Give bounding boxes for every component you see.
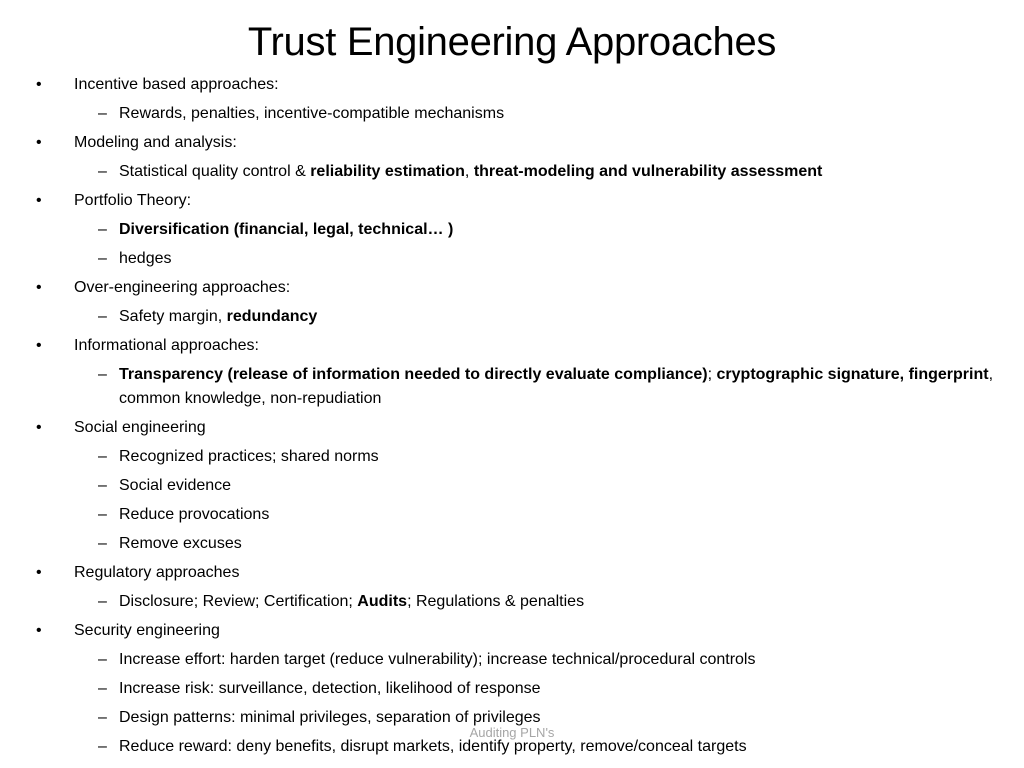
bullet-marker: • bbox=[36, 337, 42, 354]
bullet-text: Regulatory approaches bbox=[74, 564, 240, 581]
bold-text-run: threat-modeling and vulnerability assessment bbox=[473, 163, 823, 180]
dash-marker: – bbox=[98, 163, 107, 180]
bullet-marker: • bbox=[36, 76, 42, 93]
sub-bullet-text: Social evidence bbox=[119, 477, 232, 494]
sub-bullet-item bbox=[0, 247, 1024, 276]
dash-marker: – bbox=[98, 221, 107, 238]
bullet-marker: • bbox=[36, 622, 42, 639]
dash-marker: – bbox=[98, 477, 107, 494]
bullet-text: Incentive based approaches: bbox=[74, 76, 279, 93]
sub-bullet-item bbox=[0, 305, 1024, 334]
sub-bullet-text: hedges bbox=[119, 250, 172, 267]
sub-bullet-text bbox=[119, 590, 584, 614]
bullet-text: Social engineering bbox=[74, 419, 206, 436]
slide-body bbox=[0, 73, 1024, 764]
bullet-item bbox=[0, 276, 1024, 305]
bullet-text: Modeling and analysis: bbox=[74, 134, 237, 151]
bold-text-run: Transparency (release of information needed to directly evaluate compliance) bbox=[119, 366, 708, 383]
sub-bullet-text: Recognized practices; shared norms bbox=[119, 448, 379, 465]
sub-bullet-item bbox=[0, 532, 1024, 561]
sub-bullet-item bbox=[0, 677, 1024, 706]
bullet-item bbox=[0, 189, 1024, 218]
sub-bullet-text: Increase risk: surveillance, detection, likelihood of response bbox=[119, 680, 541, 697]
text-run: Safety margin, bbox=[119, 308, 227, 325]
sub-bullet-text bbox=[119, 305, 317, 329]
dash-marker: – bbox=[98, 366, 107, 383]
bullet-text: Portfolio Theory: bbox=[74, 192, 192, 209]
sub-bullet-item bbox=[0, 648, 1024, 677]
sub-bullet-text bbox=[119, 363, 999, 411]
sub-bullet-text: Diversification (financial, legal, technical… ) bbox=[119, 221, 454, 238]
sub-bullet-text: Reduce provocations bbox=[119, 506, 270, 523]
sub-bullet-item bbox=[0, 218, 1024, 247]
sub-bullet-item bbox=[0, 503, 1024, 532]
bullet-item bbox=[0, 73, 1024, 102]
dash-marker: – bbox=[98, 506, 107, 523]
bullet-text: Over-engineering approaches: bbox=[74, 279, 291, 296]
bullet-text: Security engineering bbox=[74, 622, 220, 639]
slide-footer: Auditing PLN's bbox=[469, 725, 555, 740]
dash-marker: – bbox=[98, 308, 107, 325]
sub-bullet-text: Remove excuses bbox=[119, 535, 242, 552]
dash-marker: – bbox=[98, 651, 107, 668]
sub-bullet-text: Design patterns: minimal privileges, separation of privileges bbox=[119, 709, 541, 726]
sub-bullet-item bbox=[0, 102, 1024, 131]
dash-marker: – bbox=[98, 680, 107, 697]
dash-marker: – bbox=[98, 448, 107, 465]
bullet-item bbox=[0, 561, 1024, 590]
sub-bullet-text: Increase effort: harden target (reduce vulnerability); increase technical/procedural controls bbox=[119, 651, 756, 668]
dash-marker: – bbox=[98, 250, 107, 267]
bold-text-run: Audits bbox=[357, 593, 408, 610]
bold-text-run: cryptographic signature, fingerprint bbox=[716, 366, 989, 383]
bullet-marker: • bbox=[36, 564, 42, 581]
sub-bullet-text: Reduce reward: deny benefits, disrupt markets, identify property, remove/conceal targets bbox=[119, 738, 747, 755]
text-run: ; bbox=[707, 366, 717, 383]
bold-text-run: reliability estimation bbox=[310, 163, 465, 180]
bullet-text: Informational approaches: bbox=[74, 337, 259, 354]
dash-marker: – bbox=[98, 593, 107, 610]
bullet-item bbox=[0, 619, 1024, 648]
text-run: ; Regulations & penalties bbox=[407, 593, 585, 610]
bullet-marker: • bbox=[36, 192, 42, 209]
bullet-item bbox=[0, 131, 1024, 160]
sub-bullet-item bbox=[0, 590, 1024, 619]
dash-marker: – bbox=[98, 738, 107, 755]
dash-marker: – bbox=[98, 105, 107, 122]
bullet-item bbox=[0, 334, 1024, 363]
text-run: Statistical quality control & bbox=[119, 163, 311, 180]
bold-text-run: redundancy bbox=[226, 308, 318, 325]
slide-title: Trust Engineering Approaches bbox=[247, 20, 777, 64]
text-run: , common knowledge, non-repudiation bbox=[119, 366, 994, 407]
sub-bullet-item bbox=[0, 160, 1024, 189]
bullet-marker: • bbox=[36, 279, 42, 296]
dash-marker: – bbox=[98, 535, 107, 552]
bullet-marker: • bbox=[36, 134, 42, 151]
sub-bullet-text: Rewards, penalties, incentive-compatible mechanisms bbox=[119, 105, 505, 122]
sub-bullet-item bbox=[0, 474, 1024, 503]
sub-bullet-item bbox=[0, 445, 1024, 474]
dash-marker: – bbox=[98, 709, 107, 726]
sub-bullet-item bbox=[0, 363, 1024, 416]
sub-bullet-text bbox=[119, 160, 822, 184]
bullet-item bbox=[0, 416, 1024, 445]
bullet-marker: • bbox=[36, 419, 42, 436]
text-run: , bbox=[464, 163, 474, 180]
text-run: Disclosure; Review; Certification; bbox=[119, 593, 358, 610]
